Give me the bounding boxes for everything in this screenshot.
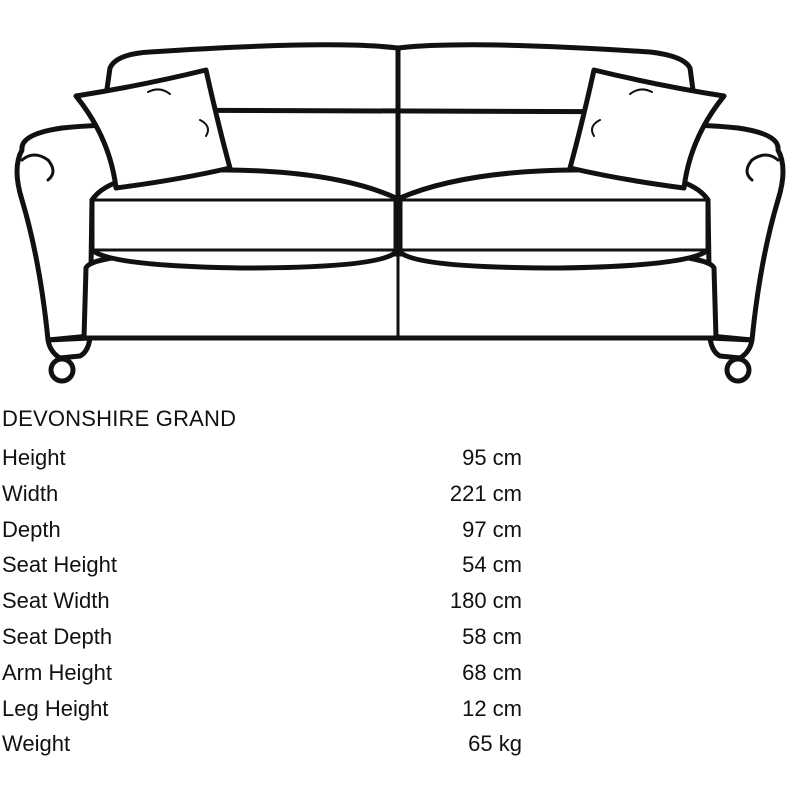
spec-row-depth <box>2 512 522 548</box>
left-leg <box>48 338 90 358</box>
spec-label: Seat Depth <box>2 623 113 649</box>
spec-value: 65 kg <box>468 731 522 757</box>
spec-label: Leg Height <box>2 695 109 721</box>
right-leg-castor <box>727 359 749 381</box>
spec-label: Depth <box>2 516 61 542</box>
spec-label: Width <box>2 480 59 506</box>
spec-label: Seat Height <box>2 552 117 578</box>
left-leg-castor <box>51 359 73 381</box>
right-leg <box>710 338 752 358</box>
spec-value: 58 cm <box>462 623 522 649</box>
spec-label: Arm Height <box>2 659 113 685</box>
spec-value: 12 cm <box>462 695 522 721</box>
spec-value: 95 cm <box>462 445 522 470</box>
spec-row-width <box>2 476 522 512</box>
sofa-illustration <box>0 30 800 390</box>
spec-row-height <box>2 440 522 476</box>
spec-row-seat-width <box>2 583 522 619</box>
sofa-line-drawing-icon <box>0 30 800 390</box>
spec-row-weight <box>2 726 522 762</box>
spec-table <box>2 440 522 762</box>
spec-value: 221 cm <box>449 480 522 506</box>
spec-label: Weight <box>2 731 71 757</box>
product-name: DEVONSHIRE GRAND <box>2 406 237 431</box>
spec-row-seat-height <box>2 547 522 583</box>
spec-label: Seat Width <box>2 588 110 614</box>
spec-label: Height <box>2 445 66 470</box>
spec-value: 54 cm <box>462 552 522 578</box>
spec-value: 180 cm <box>449 588 522 614</box>
spec-row-arm-height <box>2 655 522 691</box>
spec-row-seat-depth <box>2 619 522 655</box>
spec-value: 68 cm <box>462 659 522 685</box>
spec-value: 97 cm <box>462 516 522 542</box>
spec-row-leg-height <box>2 691 522 727</box>
